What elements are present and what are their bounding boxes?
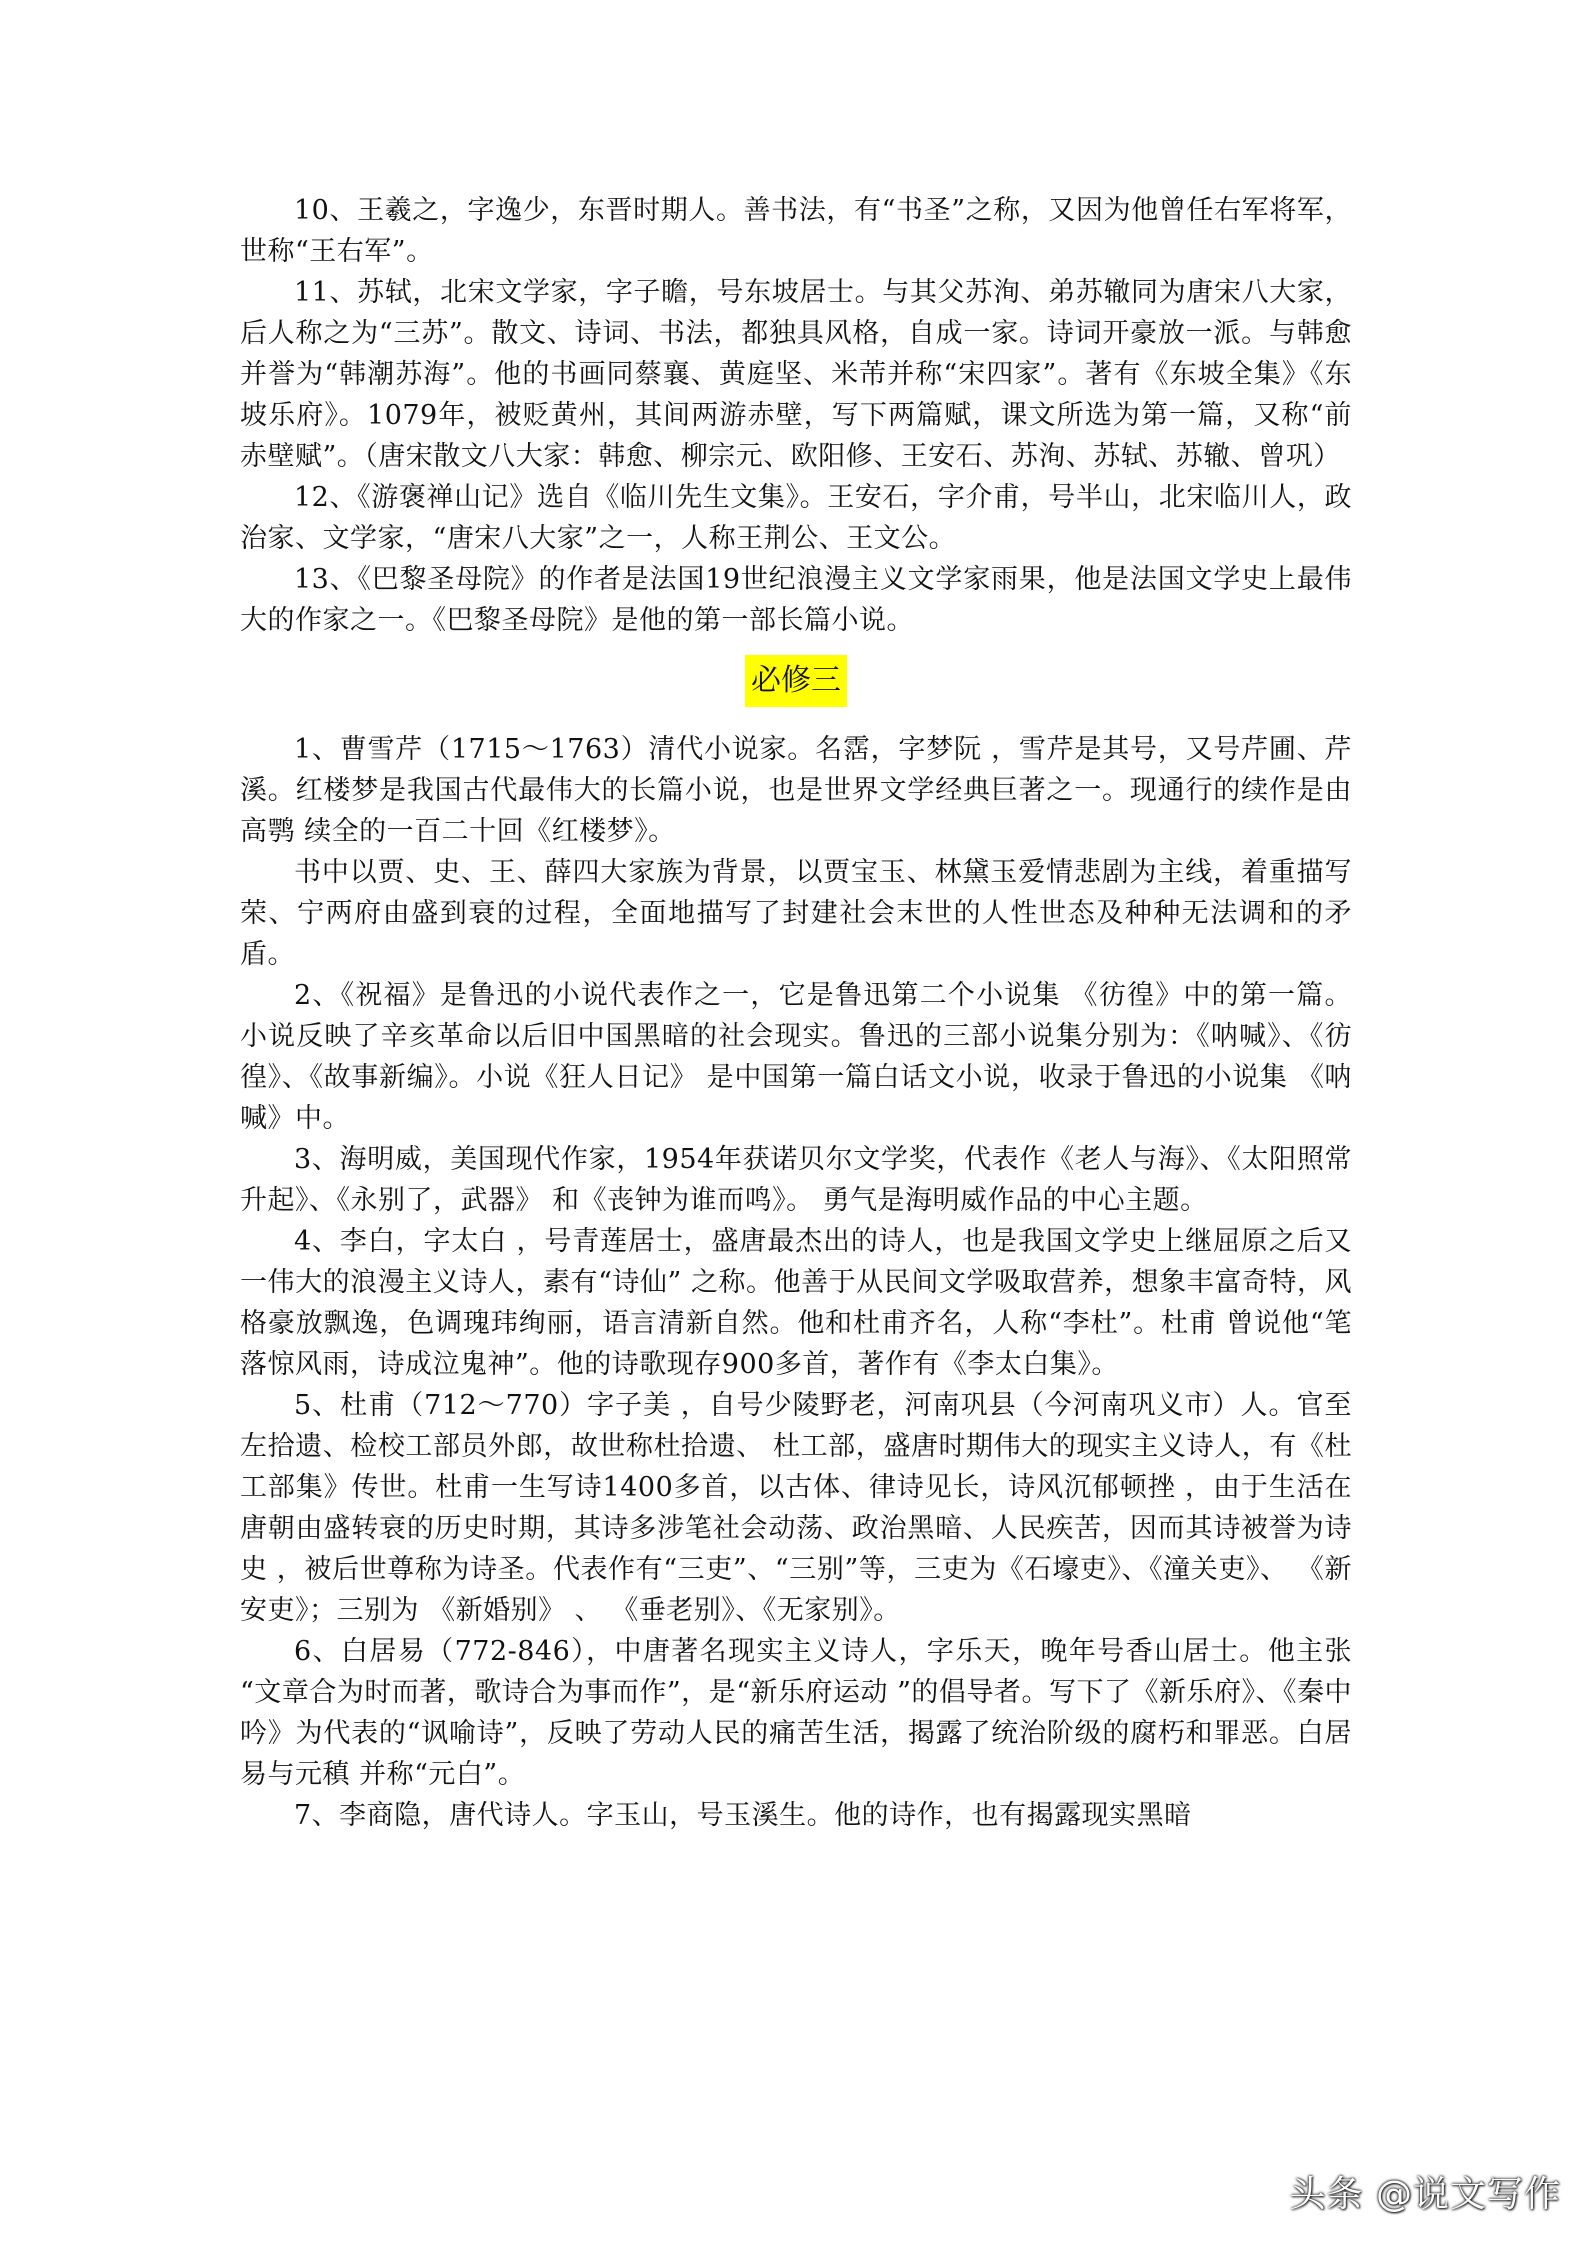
paragraph-you-baochanshan-ji: 12、《游褒禅山记》选自《临川先生文集》。王安石，字介甫，号半山，北宋临川人，政治家、文学家，“唐宋八大家”之一，人称王荆公、王文公。 bbox=[240, 482, 1352, 554]
watermark: 头条 @说文写作 bbox=[1289, 2174, 1561, 2215]
paragraph-du-fu: 5、杜甫（712～770）字子美 ，自号少陵野老，河南巩县（今河南巩义市）人。官至左拾遗、检校工部员外郎，故世称杜拾遗、 杜工部，盛唐时期伟大的现实主义诗人，有《杜工部集》传世。杜甫一生写诗1400多首，以古体、律诗见长，诗风沉郁顿挫 ，由于生活在唐朝由盛转衰的历史时期，其诗多涉笔社会动荡、政治黑暗、人民疾苦，因而其诗被誉为诗史 ，被后世尊称为诗圣。代表作有“三吏”、“三别”等，三吏为《石壕吏》、《潼关吏》、 《新安吏》；三别为 《新婚别》 、 《垂老别》、《无家别》。 bbox=[240, 1390, 1352, 1626]
paragraph-zhufu: 2、《祝福》是鲁迅的小说代表作之一，它是鲁迅第二个小说集 《彷徨》中的第一篇。小说反映了辛亥革命以后旧中国黑暗的社会现实。鲁迅的三部小说集分别为：《呐喊》、《彷徨》、《故事新编》。小说《狂人日记》 是中国第一篇白话文小说，收录于鲁迅的小说集 《呐喊》中。 bbox=[240, 980, 1352, 1134]
section-heading: 必修三 bbox=[745, 655, 847, 707]
paragraph-wang-xizhi: 10、王羲之，字逸少，东晋时期人。善书法，有“书圣”之称，又因为他曾任右军将军，世称“王右军”。 bbox=[240, 195, 1352, 267]
document-page bbox=[240, 190, 1352, 1836]
paragraph-li-shangyin: 7、李商隐，唐代诗人。字玉山，号玉溪生。他的诗作，也有揭露现实黑暗 bbox=[294, 1800, 1192, 1831]
paragraph-honglou-summary: 书中以贾、史、王、薛四大家族为背景，以贾宝玉、林黛玉爱情悲剧为主线，着重描写荣、宁两府由盛到衰的过程，全面地描写了封建社会末世的人性世态及种种无法调和的矛盾。 bbox=[240, 857, 1352, 970]
paragraph-hemingway: 3、海明威，美国现代作家，1954年获诺贝尔文学奖，代表作《老人与海》、《太阳照常升起》、《永别了，武器》 和《丧钟为谁而鸣》。 勇气是海明威作品的中心主题。 bbox=[240, 1144, 1352, 1216]
section-heading-wrapper bbox=[240, 655, 1352, 707]
paragraph-notre-dame: 13、《巴黎圣母院》的作者是法国19世纪浪漫主义文学家雨果，他是法国文学史上最伟大的作家之一。《巴黎圣母院》是他的第一部长篇小说。 bbox=[240, 564, 1352, 636]
paragraph-li-bai: 4、李白，字太白 ，号青莲居士，盛唐最杰出的诗人，也是我国文学史上继屈原之后又一伟大的浪漫主义诗人，素有“诗仙” 之称。他善于从民间文学吸取营养，想象丰富奇特，风格豪放飘逸，色调瑰玮绚丽，语言清新自然。他和杜甫齐名，人称“李杜”。杜甫 曾说他“笔落惊风雨，诗成泣鬼神”。他的诗歌现存900多首，著作有《李太白集》。 bbox=[240, 1226, 1352, 1380]
paragraph-cao-xueqin: 1、曹雪芹（1715～1763）清代小说家。名霑，字梦阮 ，雪芹是其号，又号芹圃、芹溪。红楼梦是我国古代最伟大的长篇小说，也是世界文学经典巨著之一。现通行的续作是由高鹗 续全的一百二十回《红楼梦》。 bbox=[240, 734, 1352, 847]
paragraph-bai-juyi: 6、白居易（772-846），中唐著名现实主义诗人，字乐天，晚年号香山居士。他主张 “文章合为时而著，歌诗合为事而作”，是“新乐府运动 ”的倡导者。写下了《新乐府》、《秦中吟》为代表的“讽喻诗”，反映了劳动人民的痛苦生活，揭露了统治阶级的腐朽和罪恶。白居易与元稹 并称“元白”。 bbox=[240, 1636, 1352, 1790]
paragraph-su-shi: 11、苏轼，北宋文学家，字子瞻，号东坡居士。与其父苏洵、弟苏辙同为唐宋八大家，后人称之为“三苏”。散文、诗词、书法，都独具风格，自成一家。诗词开豪放一派。与韩愈并誉为“韩潮苏海”。他的书画同蔡襄、黄庭坚、米芾并称“宋四家”。著有《东坡全集》《东坡乐府》。1079年，被贬黄州，其间两游赤壁，写下两篇赋，课文所选为第一篇，又称“前赤壁赋”。（唐宋散文八大家：韩愈、柳宗元、欧阳修、王安石、苏洵、苏轼、苏辙、曾巩） bbox=[240, 277, 1352, 472]
